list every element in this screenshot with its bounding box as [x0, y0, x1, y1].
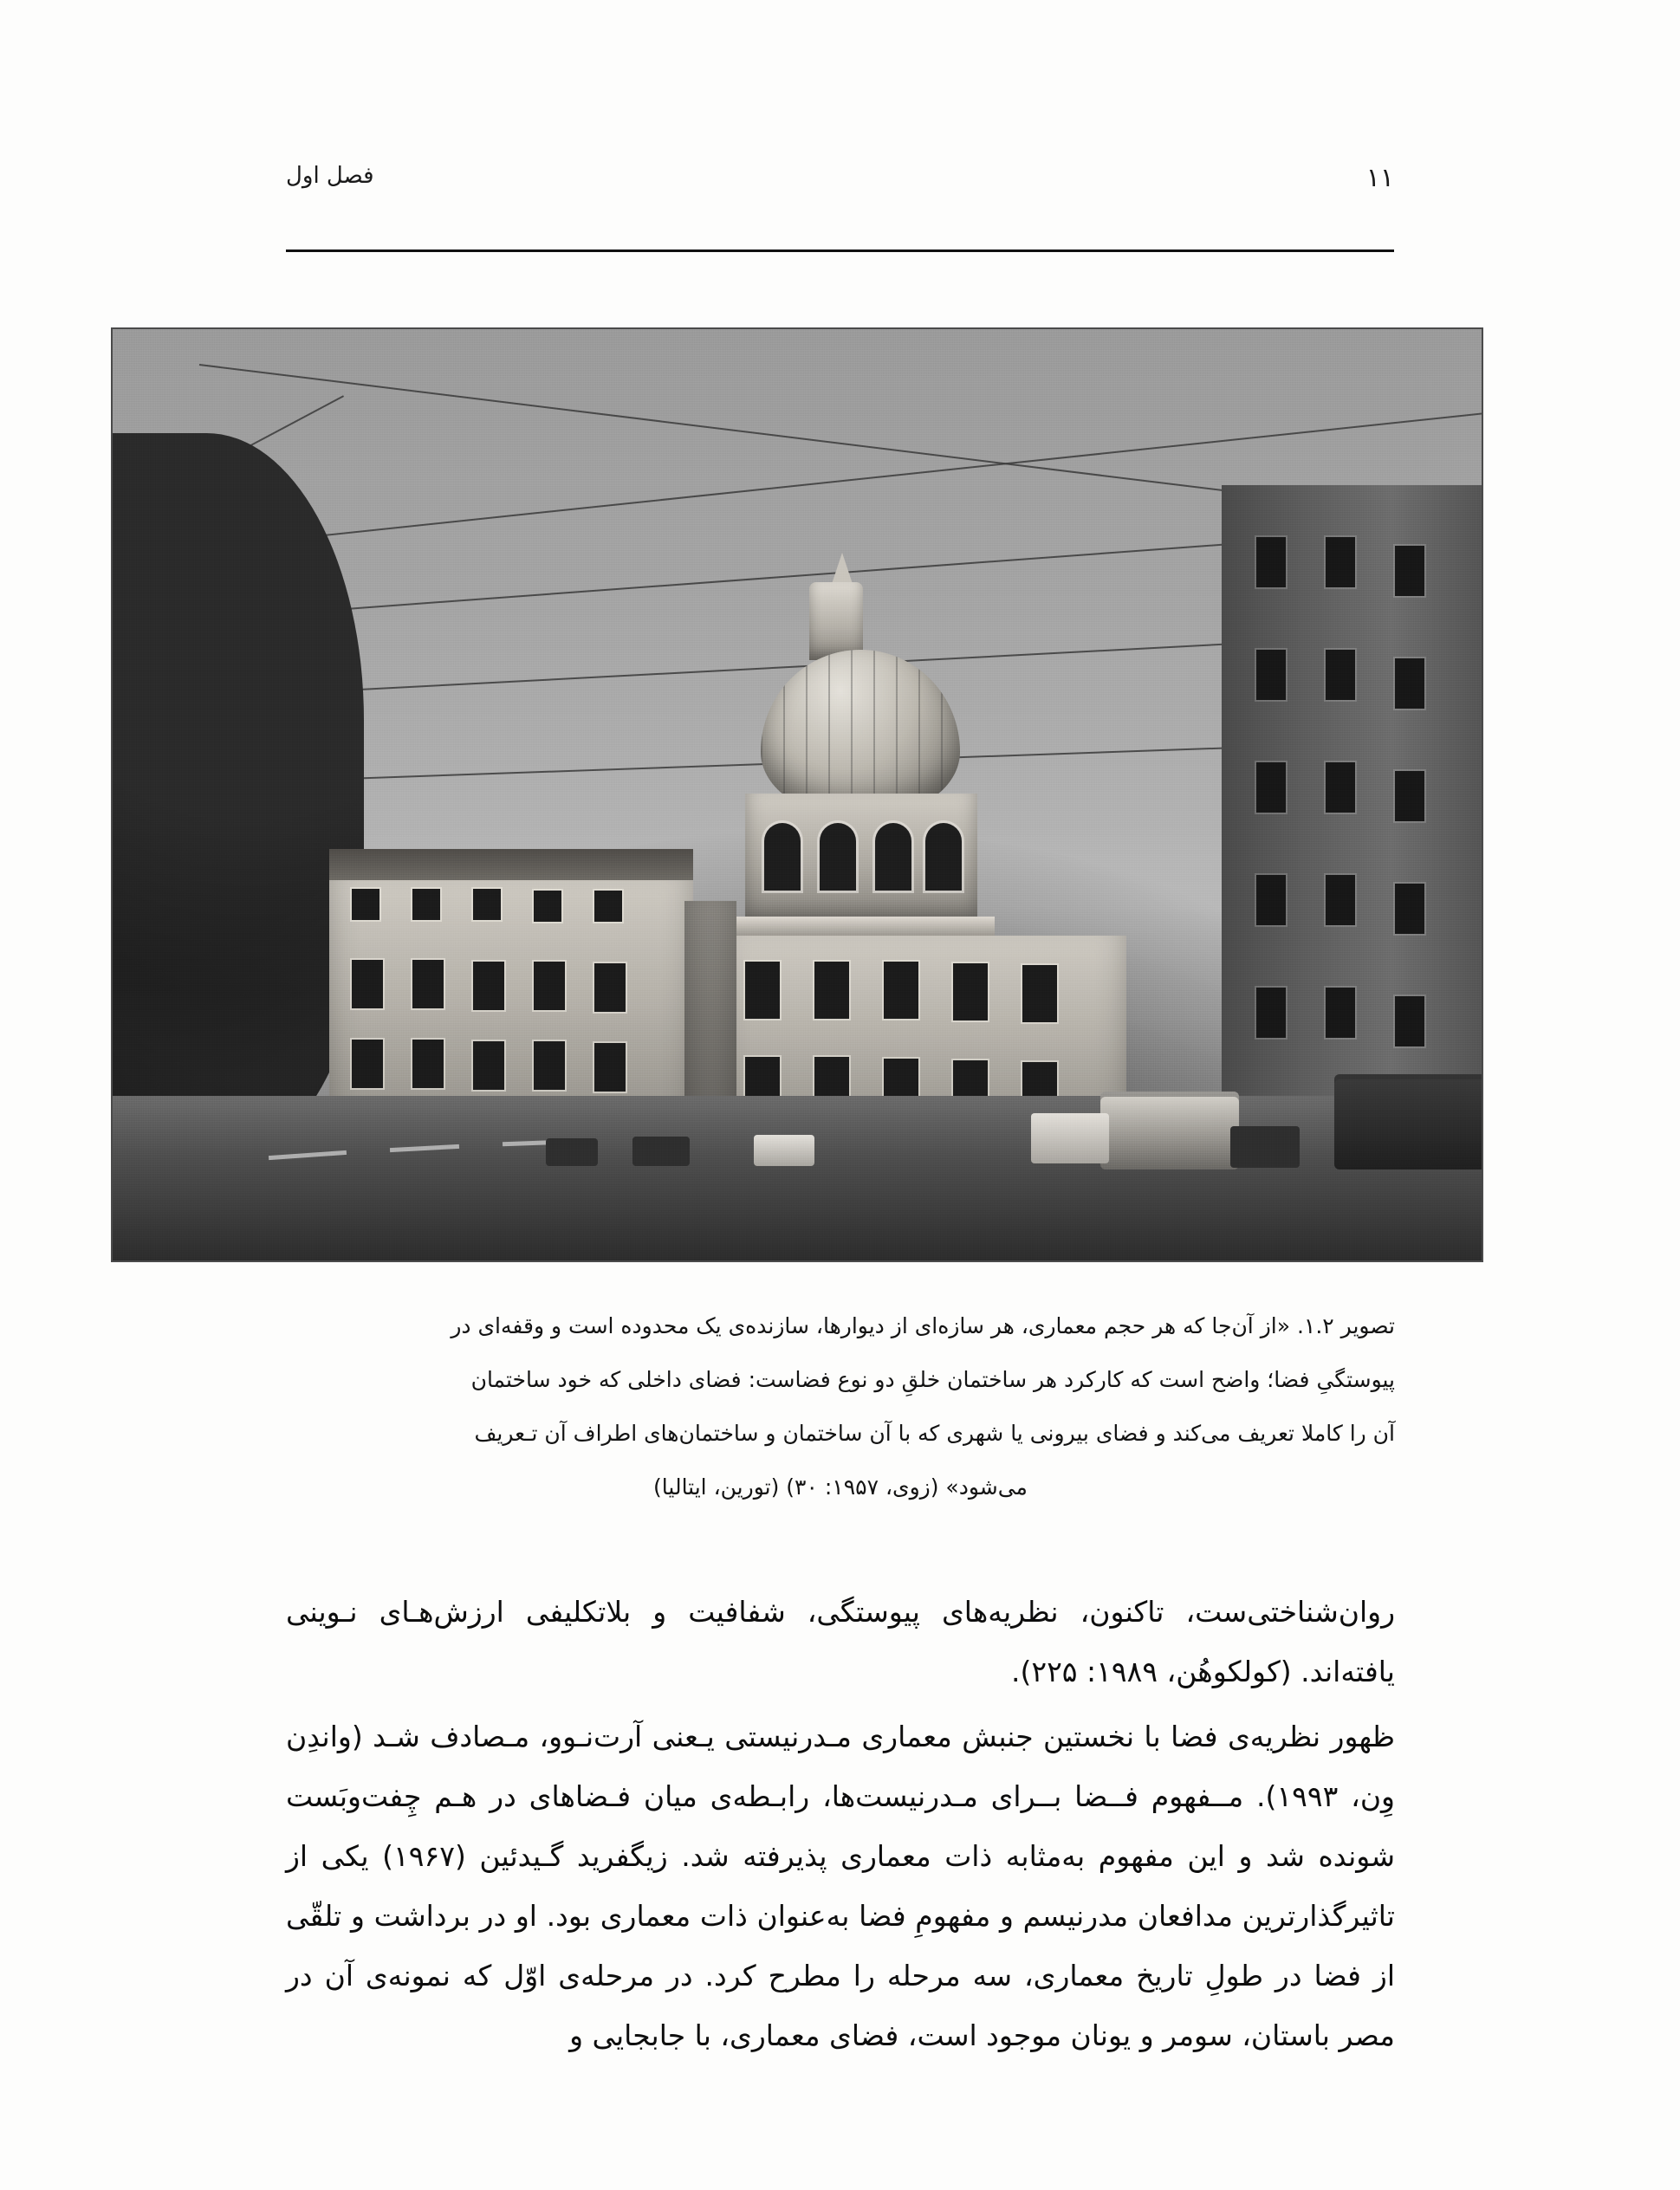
chapter-label: فصل اول	[286, 163, 374, 189]
photo-grain-overlay	[113, 329, 1482, 1260]
body-text	[286, 1582, 1395, 2065]
caption-line-2: پیوستگیِ فضا؛ واضح است که کارکرد هر ساختمان خلقِ دو نوع فضاست: فضای داخلی که خود ساختمان	[470, 1367, 1395, 1392]
header-divider	[286, 249, 1394, 252]
body-paragraph-1: روان‌شناختی‌ست، تاکنون، نظریه‌های پیوستگی، شفافیت و بلاتکلیفی ارزش‌هـای نـوینی یافته‌اند. (کولکوهُن، ۱۹۸۹: ۲۲۵).	[286, 1595, 1395, 1688]
figure-image	[111, 327, 1483, 1262]
page-number: ۱۱	[1365, 163, 1394, 193]
body-paragraph-2: ظهور نظریه‌ی فضا با نخستین جنبش معماری مـدرنیستی یـعنی آرت‌نـوو، مـصادف شـد (واندِن وِن، ۱۹۹۳). مــفهوم فــضا بــرای مـدرنیست‌ها، رابـطه‌ی میان فـضاهای در هـم چِفت‌وبَست شونده شد و این مفهوم به‌مثابه ذات معماری پذیرفته شد. زیگفرید گـیدئین (۱۹۶۷) یکی از تاثیرگذارترین مدافعان مدرنیسم و مفهومِ فضا به‌عنوان ذات معماری بود. او در برداشت و تلقّی از فضا در طولِ تاریخ معماری، سه مرحله را مطرح کرد. در مرحله‌ی اوّل که نمونه‌ی آن در مصر باستان، سومر و یونان موجود است، فضای معماری، با جابجایی و	[286, 1720, 1395, 2052]
page-header	[286, 163, 1394, 215]
caption-line-3: آن را کاملا تعریف می‌کند و فضای بیرونی یا شهری که با آن ساختمان و ساختمان‌های اطراف آن تـعریف	[474, 1421, 1395, 1446]
caption-line-1: تصویر ۱.۲. «از آن‌جا که هر حجم معماری، هر سازه‌ای از دیوارها، سازنده‌ی یک محدوده است و وقفه‌ای در	[451, 1313, 1395, 1338]
caption-line-4: می‌شود» (زوی، ۱۹۵۷: ۳۰) (تورین، ایتالیا)	[653, 1474, 1028, 1500]
figure-caption	[286, 1299, 1395, 1514]
